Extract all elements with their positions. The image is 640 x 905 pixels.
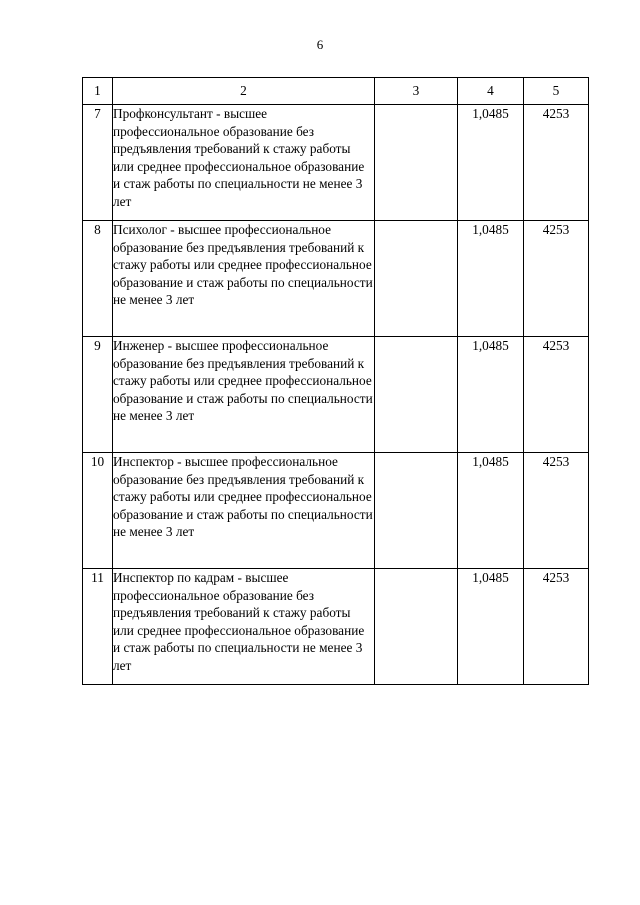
column-header-2: 2 (113, 78, 375, 105)
coefficient-value: 1,0485 (458, 105, 524, 221)
table-row (83, 453, 589, 569)
row-number: 9 (83, 337, 113, 453)
row-number: 10 (83, 453, 113, 569)
coefficient-value: 1,0485 (458, 221, 524, 337)
position-description: Профконсультант - высшее профессиональное образование без предъявления требований к стажу работы или среднее профессиональное образование и стаж работы по специальности не менее 3 лет (113, 105, 375, 221)
salary-value: 4253 (524, 337, 589, 453)
column-3-value (375, 569, 458, 685)
coefficient-value: 1,0485 (458, 569, 524, 685)
column-header-1: 1 (83, 78, 113, 105)
table-row (83, 337, 589, 453)
row-number: 7 (83, 105, 113, 221)
column-3-value (375, 221, 458, 337)
page-number: 6 (316, 37, 324, 52)
position-description: Инспектор по кадрам - высшее профессиональное образование без предъявления требований к стажу работы или среднее профессиональное образование и стаж работы по специальности не менее 3 лет (113, 569, 375, 685)
column-3-value (375, 105, 458, 221)
table-row (83, 221, 589, 337)
table-row (83, 105, 589, 221)
salary-value: 4253 (524, 569, 589, 685)
table-header-row (83, 78, 589, 105)
salary-value: 4253 (524, 221, 589, 337)
column-header-5: 5 (524, 78, 589, 105)
salary-value: 4253 (524, 105, 589, 221)
table-row (83, 569, 589, 685)
column-header-3: 3 (375, 78, 458, 105)
position-description: Психолог - высшее профессиональное образование без предъявления требований к стажу работы или среднее профессиональное образование и стаж работы по специальности не менее 3 лет (113, 221, 375, 337)
coefficient-value: 1,0485 (458, 453, 524, 569)
column-header-4: 4 (458, 78, 524, 105)
column-3-value (375, 453, 458, 569)
row-number: 8 (83, 221, 113, 337)
position-description: Инспектор - высшее профессиональное образование без предъявления требований к стажу работы или среднее профессиональное образование и стаж работы по специальности не менее 3 лет (113, 453, 375, 569)
position-description: Инженер - высшее профессиональное образование без предъявления требований к стажу работы или среднее профессиональное образование и стаж работы по специальности не менее 3 лет (113, 337, 375, 453)
coefficient-value: 1,0485 (458, 337, 524, 453)
row-number: 11 (83, 569, 113, 685)
salary-value: 4253 (524, 453, 589, 569)
column-3-value (375, 337, 458, 453)
salary-table (82, 77, 589, 685)
